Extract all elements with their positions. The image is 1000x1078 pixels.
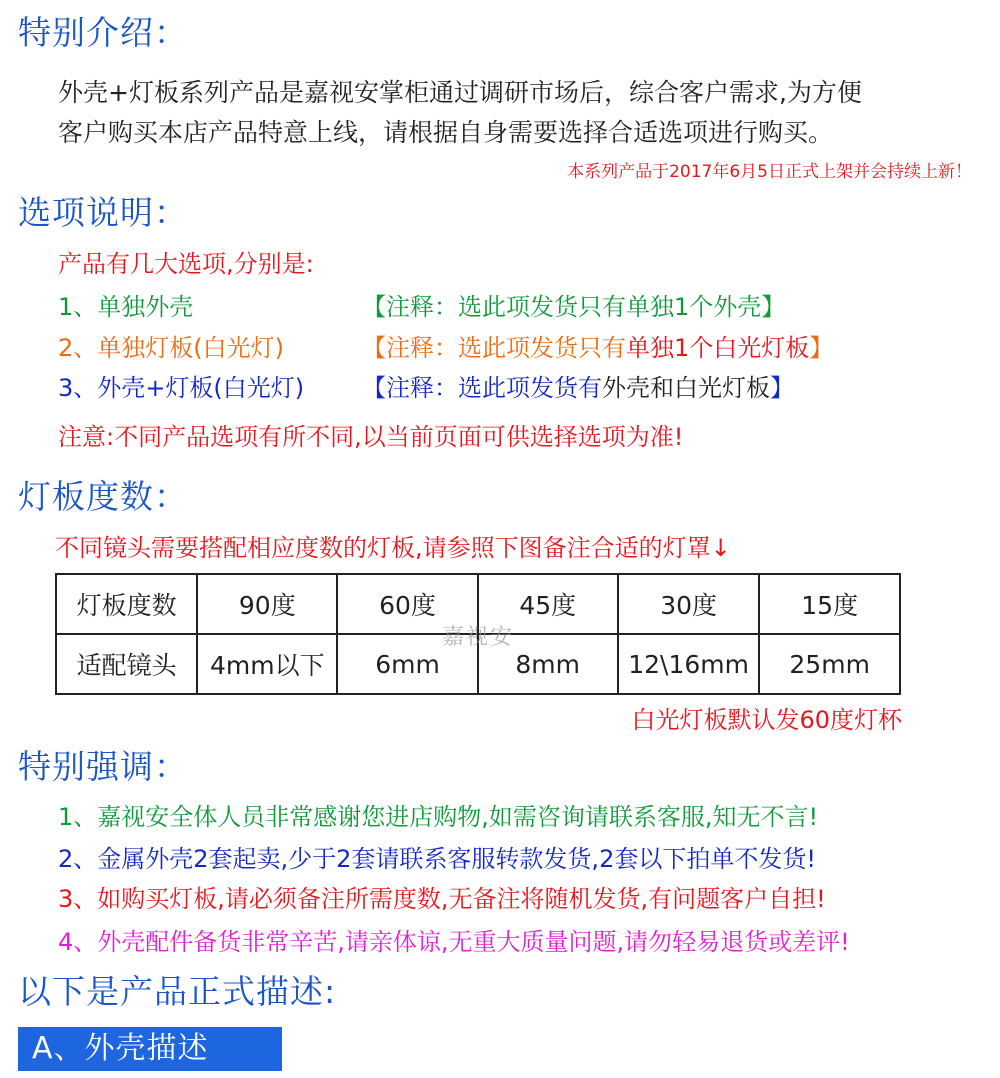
- table-cell: 90度: [197, 574, 337, 634]
- option-1-note: 【注释：选此项发货只有单独1个外壳】: [362, 293, 786, 321]
- emphasis-item-2: 2、金属外壳2套起卖,少于2套请联系客服转款发货,2套以下拍单不发货!: [58, 845, 816, 873]
- option-3-note-suffix: 】: [770, 374, 794, 402]
- option-1-label: 1、单独外壳: [58, 293, 194, 321]
- option-3-note-highlight: 外壳和白光灯板: [602, 374, 770, 402]
- option-3-label: 3、外壳+灯板(白光灯): [58, 374, 305, 402]
- heading-special-intro: 特别介绍：: [18, 13, 188, 52]
- default-lamp-note: 白光灯板默认发60度灯杯: [631, 706, 902, 734]
- options-warning: 注意:不同产品选项有所不同,以当前页面可供选择选项为准!: [58, 423, 684, 451]
- option-2-label: 2、单独灯板(白光灯): [58, 334, 284, 362]
- table-header-cell: 适配镜头: [56, 634, 197, 694]
- table-cell: 25mm: [759, 634, 900, 694]
- table-cell: 8mm: [478, 634, 618, 694]
- table-cell: 12\16mm: [618, 634, 760, 694]
- option-2-note-highlight: 单独1个白光灯板: [626, 334, 810, 362]
- options-intro: 产品有几大选项,分别是:: [58, 250, 314, 278]
- table-cell: 60度: [337, 574, 477, 634]
- option-3-note-prefix: 【注释：选此项发货有: [362, 374, 602, 402]
- heading-options: 选项说明：: [18, 193, 188, 232]
- table-cell: 30度: [618, 574, 760, 634]
- heading-emphasis: 特别强调：: [18, 747, 188, 786]
- table-cell: 45度: [478, 574, 618, 634]
- option-2-note-prefix: 【注释：选此项发货只有: [362, 334, 626, 362]
- shell-description-banner: A、外壳描述: [18, 1027, 282, 1071]
- table-cell: 15度: [759, 574, 900, 634]
- degrees-intro: 不同镜头需要搭配相应度数的灯板,请参照下图备注合适的灯罩↓: [55, 534, 731, 562]
- table-cell: 6mm: [337, 634, 477, 694]
- emphasis-item-4: 4、外壳配件备货非常辛苦,请亲体谅,无重大质量问题,请勿轻易退货或差评!: [58, 928, 850, 956]
- option-2-note: [362, 336, 833, 360]
- intro-line-1: 外壳+灯板系列产品是嘉视安掌柜通过调研市场后，综合客户需求,为方便: [58, 78, 862, 107]
- heading-degrees: 灯板度数：: [18, 477, 188, 516]
- option-2-note-suffix: 】: [809, 334, 834, 362]
- emphasis-item-3: 3、如购买灯板,请必须备注所需度数,无备注将随机发货,有问题客户自担!: [58, 885, 826, 913]
- watermark: 嘉视安: [442, 625, 515, 650]
- heading-product-description: 以下是产品正式描述:: [18, 972, 337, 1011]
- launch-notice: 本系列产品于2017年6月5日正式上架并会持续上新！: [567, 162, 972, 182]
- table-header-cell: 灯板度数: [56, 574, 197, 634]
- intro-line-2: 客户购买本店产品特意上线，请根据自身需要选择合适选项进行购买。: [58, 118, 834, 147]
- emphasis-item-1: 1、嘉视安全体人员非常感谢您进店购物,如需咨询请联系客服,知无不言!: [58, 803, 819, 831]
- option-3-note: [362, 376, 794, 400]
- table-cell: 4mm以下: [197, 634, 337, 694]
